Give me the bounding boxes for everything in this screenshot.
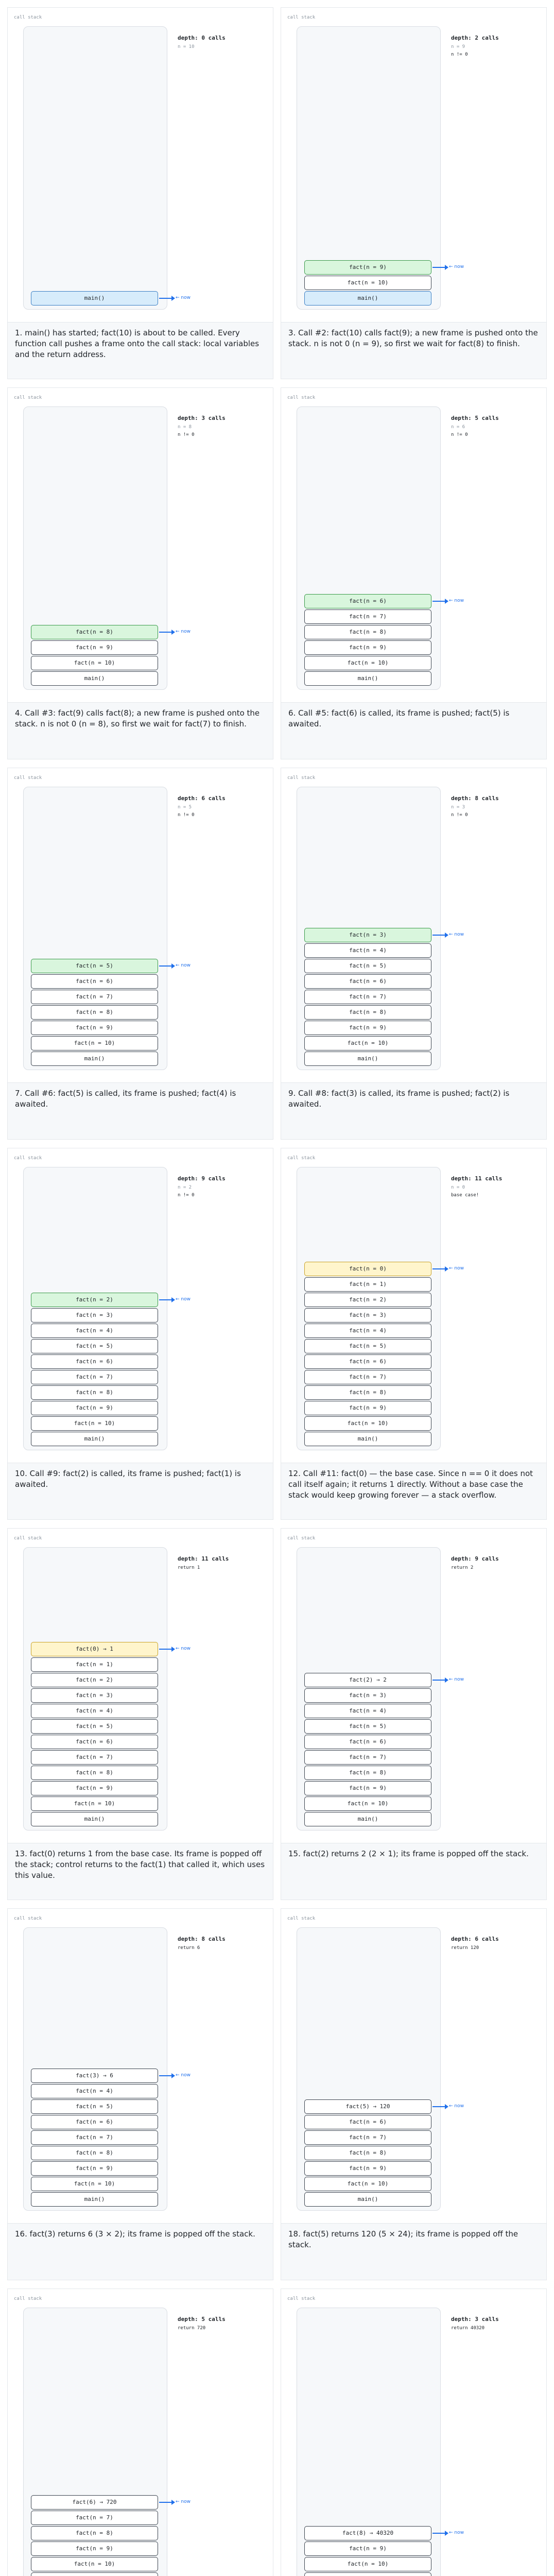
stack-frame: fact(n = 8) (304, 1005, 431, 1020)
stack-frame: fact(n = 5) (31, 959, 158, 973)
stack-info (178, 415, 270, 437)
step-panel (7, 1148, 273, 1520)
arrow-right-icon (159, 1649, 174, 1650)
stack-frame: fact(n = 8) (304, 1766, 431, 1780)
stack-title: call stack (14, 1916, 42, 1921)
condition-note: return 40320 (451, 2326, 485, 2331)
stack-frame: fact(n = 10) (304, 656, 431, 670)
condition-note: return 6 (178, 1945, 200, 1951)
stack-frame: fact(n = 9) (304, 2541, 431, 2556)
stack-visualization (8, 1529, 273, 1843)
condition-note: n != 0 (178, 432, 195, 437)
n-value: n = 5 (178, 805, 192, 810)
now-pointer-label: ← now (449, 1266, 464, 1271)
stack-title: call stack (14, 15, 42, 20)
arrow-right-icon (432, 601, 447, 602)
stack-frame: fact(n = 9) (31, 640, 158, 655)
arrow-right-icon (159, 965, 174, 967)
stack-frame: fact(n = 6) (31, 974, 158, 989)
arrow-right-icon (159, 632, 174, 633)
main-frame: main() (304, 291, 431, 306)
main-frame: main() (31, 1052, 158, 1066)
stack-frame: fact(n = 10) (31, 1036, 158, 1050)
step-panel (281, 768, 547, 1140)
stack-frame: fact(n = 7) (304, 990, 431, 1004)
step-caption: 15. fact(2) returns 2 (2 × 1); its frame is popped off the stack. (281, 1843, 546, 1900)
condition-note: base case! (451, 1193, 479, 1198)
n-value: n = 3 (451, 805, 465, 810)
stack-frame: fact(n = 4) (31, 2084, 158, 2098)
stack-frame: fact(n = 6) (304, 594, 431, 608)
stack-frame: fact(n = 7) (304, 1750, 431, 1765)
stack-frame: fact(n = 3) (304, 1688, 431, 1703)
stack-frame: fact(0) → 1 (31, 1642, 158, 1656)
arrow-right-icon (159, 298, 174, 299)
stack-frame: fact(n = 9) (304, 640, 431, 655)
stack-info (451, 2316, 544, 2331)
now-pointer-label: ← now (449, 932, 464, 937)
stack-visualization (281, 388, 546, 702)
arrow-right-icon (432, 1268, 447, 1269)
stack-visualization (281, 8, 546, 322)
arrow-right-icon (159, 2502, 174, 2503)
step-caption: 6. Call #5: fact(6) is called, its frame is pushed; fact(5) is awaited. (281, 702, 546, 759)
stack-frame: fact(n = 3) (31, 1688, 158, 1703)
stack-title: call stack (14, 395, 42, 400)
stack-title: call stack (14, 1536, 42, 1541)
main-frame: main() (304, 2192, 431, 2207)
stack-info (178, 795, 270, 818)
step-panel (281, 1908, 547, 2280)
step-panel (281, 7, 547, 379)
stack-frame: fact(n = 3) (304, 1308, 431, 1323)
stack-frame: fact(n = 4) (304, 943, 431, 958)
stack-info (451, 415, 544, 437)
stack-frame: fact(n = 10) (304, 1416, 431, 1431)
now-pointer-label: ← now (176, 295, 191, 300)
stack-visualization (281, 768, 546, 1082)
condition-note: n != 0 (451, 432, 468, 437)
depth-readout: depth: 2 calls (451, 35, 499, 41)
stack-title: call stack (287, 2296, 316, 2301)
now-pointer-label: ← now (176, 1297, 191, 1302)
stack-frame: fact(n = 9) (304, 1781, 431, 1795)
stack-visualization (281, 1148, 546, 1463)
stack-frame: fact(n = 9) (31, 2541, 158, 2556)
now-pointer-label: ← now (176, 963, 191, 968)
arrow-right-icon (159, 1299, 174, 1300)
stack-visualization (8, 1148, 273, 1463)
step-panel (7, 387, 273, 759)
arrow-right-icon (432, 2106, 447, 2107)
stack-info (178, 2316, 270, 2331)
stack-info (178, 1175, 270, 1198)
stack-frame: fact(n = 5) (304, 1339, 431, 1353)
stack-visualization (8, 2289, 273, 2576)
main-frame: main() (31, 2192, 158, 2207)
stack-frame: fact(n = 2) (31, 1673, 158, 1687)
stack-frame: fact(n = 9) (304, 1021, 431, 1035)
depth-readout: depth: 11 calls (178, 1555, 229, 1562)
depth-readout: depth: 3 calls (178, 415, 226, 421)
main-frame: main() (31, 1812, 158, 1826)
arrow-right-icon (159, 2075, 174, 2076)
stack-frame: fact(n = 7) (304, 1370, 431, 1384)
stack-info (451, 1936, 544, 1951)
stack-visualization (8, 768, 273, 1082)
condition-note: return 120 (451, 1945, 479, 1951)
stack-title: call stack (287, 1156, 316, 1161)
depth-readout: depth: 9 calls (178, 1175, 226, 1182)
stack-frame: fact(n = 6) (31, 1735, 158, 1749)
arrow-right-icon (432, 935, 447, 936)
stack-info (178, 1555, 270, 1570)
depth-readout: depth: 5 calls (451, 415, 499, 421)
step-panel (281, 1148, 547, 1520)
stack-frame: fact(n = 8) (304, 625, 431, 639)
stack-frame: fact(n = 5) (31, 1339, 158, 1353)
step-panel (7, 1528, 273, 1900)
stack-title: call stack (287, 395, 316, 400)
depth-readout: depth: 6 calls (178, 795, 226, 802)
main-frame: main() (304, 1812, 431, 1826)
step-panel (7, 1908, 273, 2280)
stack-frame: fact(n = 6) (304, 1354, 431, 1369)
now-pointer-label: ← now (176, 2499, 191, 2504)
stack-title: call stack (287, 1536, 316, 1541)
stack-frame: fact(n = 5) (304, 959, 431, 973)
stack-visualization (281, 2289, 546, 2576)
depth-readout: depth: 3 calls (451, 2316, 499, 2323)
condition-note: n != 0 (178, 812, 195, 818)
step-panel (7, 7, 273, 379)
stack-info (451, 795, 544, 818)
condition-note: return 1 (178, 1565, 200, 1570)
stack-title: call stack (14, 1156, 42, 1161)
n-value: n = 2 (178, 1185, 192, 1190)
stack-title: call stack (287, 15, 316, 20)
stack-info (451, 1555, 544, 1570)
step-caption: 16. fact(3) returns 6 (3 × 2); its frame is popped off the stack. (8, 2223, 273, 2280)
call-stack-container (23, 26, 167, 310)
stack-visualization (8, 1909, 273, 2223)
stack-frame: fact(n = 7) (31, 1370, 158, 1384)
stack-frame: fact(n = 7) (304, 2130, 431, 2145)
stack-frame: fact(n = 2) (304, 1293, 431, 1307)
stack-frame: fact(n = 6) (31, 1354, 158, 1369)
n-value: n = 8 (178, 425, 192, 430)
stack-frame: fact(n = 9) (304, 260, 431, 275)
stack-frame: fact(n = 8) (31, 2146, 158, 2160)
stack-frame: fact(n = 10) (304, 2177, 431, 2191)
step-caption: 13. fact(0) returns 1 from the base case. Its frame is popped off the stack; control returns to the fact(1) that called it, which uses this value. (8, 1843, 273, 1900)
stack-frame: fact(5) → 120 (304, 2099, 431, 2114)
stack-frame: fact(n = 10) (31, 1416, 158, 1431)
stack-info (178, 35, 270, 52)
arrow-right-icon (432, 267, 447, 268)
step-caption: 7. Call #6: fact(5) is called, its frame is pushed; fact(4) is awaited. (8, 1082, 273, 1139)
stack-frame: fact(n = 10) (31, 1797, 158, 1811)
depth-readout: depth: 0 calls (178, 35, 226, 41)
step-caption: 3. Call #2: fact(10) calls fact(9); a new frame is pushed onto the stack. n is not 0 (n = 9), so first we wait for fact(8) to finish. (281, 322, 546, 379)
stack-frame: fact(n = 6) (304, 974, 431, 989)
stack-frame: fact(n = 1) (304, 1277, 431, 1292)
step-panel (281, 387, 547, 759)
stack-frame: fact(n = 4) (304, 1704, 431, 1718)
stack-title: call stack (14, 775, 42, 781)
stack-frame: fact(n = 8) (31, 625, 158, 639)
main-frame: main() (304, 671, 431, 686)
depth-readout: depth: 8 calls (178, 1936, 226, 1942)
step-caption: 9. Call #8: fact(3) is called, its frame is pushed; fact(2) is awaited. (281, 1082, 546, 1139)
step-panel (281, 2289, 547, 2576)
stack-info (451, 35, 544, 57)
now-pointer-label: ← now (176, 1646, 191, 1651)
stack-frame: fact(6) → 720 (31, 2495, 158, 2510)
now-pointer-label: ← now (449, 264, 464, 269)
stack-title: call stack (287, 1916, 316, 1921)
now-pointer-label: ← now (449, 2104, 464, 2109)
step-caption: 12. Call #11: fact(0) — the base case. Since n == 0 it does not call itself again; it returns 1 directly. Without a base case the stack would keep growing forever — a stack overflow. (281, 1463, 546, 1519)
stack-frame: fact(3) → 6 (31, 2069, 158, 2083)
stack-frame: fact(n = 10) (304, 1036, 431, 1050)
stack-frame: fact(n = 8) (31, 1005, 158, 1020)
step-panel (7, 2289, 273, 2576)
stack-frame: fact(n = 8) (31, 1385, 158, 1400)
stack-frame: fact(n = 4) (31, 1704, 158, 1718)
stack-frame: fact(n = 9) (31, 1021, 158, 1035)
stack-frame: fact(n = 6) (304, 1735, 431, 1749)
condition-note: n != 0 (178, 1193, 195, 1198)
stack-frame: fact(n = 2) (31, 1293, 158, 1307)
stack-frame: fact(2) → 2 (304, 1673, 431, 1687)
stack-frame: fact(n = 8) (304, 2146, 431, 2160)
stack-frame: fact(n = 1) (31, 1657, 158, 1672)
arrow-right-icon (432, 1680, 447, 1681)
now-pointer-label: ← now (449, 598, 464, 603)
n-value: n = 9 (451, 44, 465, 49)
stack-frame: fact(n = 7) (31, 1750, 158, 1765)
depth-readout: depth: 11 calls (451, 1175, 503, 1182)
stack-frame: fact(n = 5) (304, 1719, 431, 1734)
n-value: n = 10 (178, 44, 195, 49)
step-caption: 1. main() has started; fact(10) is about to be called. Every function call pushes a frame onto the call stack: local variables and the return address. (8, 322, 273, 379)
stack-visualization (8, 8, 273, 322)
depth-readout: depth: 5 calls (178, 2316, 226, 2323)
stack-visualization (8, 388, 273, 702)
stack-frame: fact(n = 4) (304, 1324, 431, 1338)
main-frame: main() (31, 1432, 158, 1446)
stack-frame: fact(n = 6) (31, 2115, 158, 2129)
stack-frame: fact(n = 5) (31, 1719, 158, 1734)
main-frame: main() (304, 1432, 431, 1446)
stack-frame: fact(n = 9) (304, 1401, 431, 1415)
stack-frame: fact(n = 8) (31, 1766, 158, 1780)
stack-info (178, 1936, 270, 1951)
arrow-right-icon (432, 2533, 447, 2534)
stack-frame: fact(n = 4) (31, 1324, 158, 1338)
stack-frame: fact(n = 10) (31, 2177, 158, 2191)
stack-frame: fact(n = 3) (304, 928, 431, 942)
stack-frame: fact(n = 10) (31, 2557, 158, 2571)
condition-note: n != 0 (451, 52, 468, 57)
stack-frame: fact(n = 6) (304, 2115, 431, 2129)
main-frame: main() (31, 291, 158, 306)
now-pointer-label: ← now (176, 629, 191, 634)
step-panel (281, 1528, 547, 1900)
stack-frame: fact(n = 7) (31, 2130, 158, 2145)
stack-frame: fact(8) → 40320 (304, 2526, 431, 2540)
stack-frame: fact(n = 0) (304, 1262, 431, 1276)
stack-frame: fact(n = 10) (31, 656, 158, 670)
n-value: n = 6 (451, 425, 465, 430)
now-pointer-label: ← now (176, 2073, 191, 2078)
step-caption: 18. fact(5) returns 120 (5 × 24); its frame is popped off the stack. (281, 2223, 546, 2280)
main-frame: main() (31, 671, 158, 686)
stack-info (451, 1175, 544, 1198)
now-pointer-label: ← now (449, 1677, 464, 1682)
depth-readout: depth: 6 calls (451, 1936, 499, 1942)
stack-frame: fact(n = 9) (304, 2161, 431, 2176)
now-pointer-label: ← now (449, 2530, 464, 2535)
stack-visualization (281, 1909, 546, 2223)
stack-frame: fact(n = 10) (304, 276, 431, 290)
main-frame: main() (304, 1052, 431, 1066)
stack-title: call stack (287, 775, 316, 781)
step-caption: 10. Call #9: fact(2) is called, its frame is pushed; fact(1) is awaited. (8, 1463, 273, 1519)
stack-frame: fact(n = 5) (31, 2099, 158, 2114)
n-value: n = 0 (451, 1185, 465, 1190)
stack-title: call stack (14, 2296, 42, 2301)
stack-frame: fact(n = 9) (31, 1401, 158, 1415)
stack-frame: fact(n = 9) (31, 2161, 158, 2176)
step-caption: 4. Call #3: fact(9) calls fact(8); a new frame is pushed onto the stack. n is not 0 (n = 8), so first we wait for fact(7) to finish. (8, 702, 273, 759)
stack-frame: fact(n = 9) (31, 1781, 158, 1795)
stack-frame: fact(n = 10) (304, 2557, 431, 2571)
stack-frame: fact(n = 8) (304, 1385, 431, 1400)
stack-frame: fact(n = 7) (31, 2511, 158, 2525)
stack-frame: fact(n = 7) (304, 609, 431, 624)
main-frame (304, 2572, 431, 2576)
stack-frame: fact(n = 7) (31, 990, 158, 1004)
stack-frame: fact(n = 8) (31, 2526, 158, 2540)
stack-frame: fact(n = 3) (31, 1308, 158, 1323)
stack-visualization (281, 1529, 546, 1843)
depth-readout: depth: 8 calls (451, 795, 499, 802)
stack-frame: fact(n = 10) (304, 1797, 431, 1811)
main-frame (31, 2572, 158, 2576)
condition-note: return 2 (451, 1565, 474, 1570)
depth-readout: depth: 9 calls (451, 1555, 499, 1562)
step-panel (7, 768, 273, 1140)
condition-note: n != 0 (451, 812, 468, 818)
condition-note: return 720 (178, 2326, 206, 2331)
